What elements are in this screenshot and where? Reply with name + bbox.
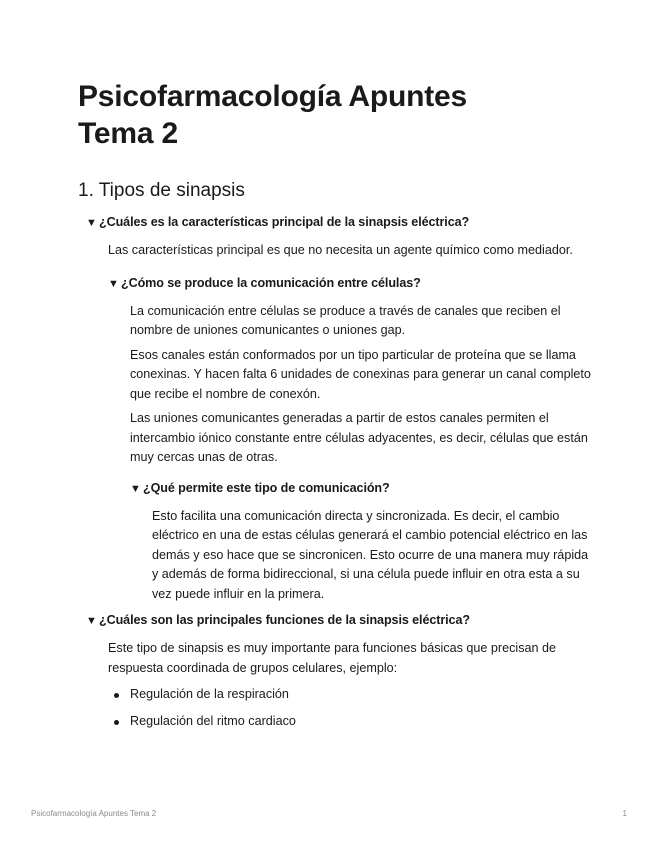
page-title bbox=[78, 78, 588, 152]
list-item bbox=[108, 712, 596, 732]
toggle-question: ¿Cómo se produce la comunicación entre células? bbox=[121, 275, 421, 290]
section-heading: 1. Tipos de sinapsis bbox=[78, 180, 245, 201]
page-footer bbox=[31, 809, 627, 818]
toggle-question: ¿Qué permite este tipo de comunicación? bbox=[143, 480, 390, 495]
page-title-line2: Tema 2 bbox=[78, 117, 178, 150]
bullet-list bbox=[108, 685, 596, 731]
toggle-content bbox=[108, 302, 596, 605]
toggle-question: ¿Cuáles es la características principal de la sinapsis eléctrica? bbox=[99, 215, 470, 229]
list-item bbox=[108, 685, 596, 705]
toggle-header[interactable] bbox=[86, 611, 596, 630]
toggle-content bbox=[86, 241, 596, 604]
toggle-content bbox=[86, 639, 596, 731]
toggle-cell-communication bbox=[108, 274, 596, 605]
list-item-text: Regulación de la respiración bbox=[130, 687, 289, 701]
triangle-down-icon[interactable]: ▼ bbox=[108, 277, 119, 290]
toggle-header[interactable] bbox=[130, 479, 596, 498]
answer-paragraph: Esto facilita una comunicación directa y sincronizada. Es decir, el cambio eléctrico en una de estas células generará el cambio potencial eléctrico en las demás y eso hace que se sincronicen. Esto ocurre de una manera muy rápida y además de forma bidireccional, si una célula puede influir en otra esta a su vez puede influir en la primera. bbox=[152, 508, 589, 601]
toggle-electrical-synapse-functions bbox=[86, 611, 596, 731]
document-page bbox=[78, 78, 591, 738]
page-title-line1: Psicofarmacología Apuntes bbox=[78, 80, 467, 113]
toggle-header[interactable] bbox=[86, 213, 596, 232]
bullet-icon bbox=[114, 693, 119, 698]
bullet-icon bbox=[114, 720, 119, 725]
answer-paragraph: Las uniones comunicantes generadas a partir de estos canales permiten el intercambio iónico constante entre células adyacentes, es decir, células que están muy cercas unas de otras. bbox=[130, 411, 588, 464]
toggle-electrical-synapse-characteristics bbox=[86, 213, 596, 604]
toggle-question: ¿Cuáles son las principales funciones de la sinapsis eléctrica? bbox=[99, 613, 470, 627]
triangle-down-icon[interactable]: ▼ bbox=[130, 482, 141, 495]
list-item-text: Regulación del ritmo cardiaco bbox=[130, 713, 296, 728]
triangle-down-icon[interactable]: ▼ bbox=[86, 217, 97, 229]
footer-title: Psicofarmacología Apuntes Tema 2 bbox=[31, 809, 157, 818]
triangle-down-icon[interactable]: ▼ bbox=[86, 615, 97, 627]
page-number: 1 bbox=[622, 809, 627, 818]
answer-paragraph: Esos canales están conformados por un tipo particular de proteína que se llama conexinas. Y hacen falta 6 unidades de conexinas para generar un canal completo que recibe el nombre de conexón. bbox=[130, 347, 591, 401]
answer-paragraph: Este tipo de sinapsis es muy importante para funciones básicas que precisan de respuesta coordinada de grupos celulares, ejemplo: bbox=[108, 641, 557, 675]
toggle-communication-type bbox=[130, 479, 596, 605]
answer-paragraph: Las características principal es que no necesita un agente químico como mediador. bbox=[108, 243, 573, 257]
toggle-header[interactable] bbox=[108, 274, 596, 293]
toggle-content bbox=[130, 507, 596, 605]
answer-paragraph: La comunicación entre células se produce a través de canales que reciben el nombre de uniones comunicantes o uniones gap. bbox=[130, 303, 561, 337]
